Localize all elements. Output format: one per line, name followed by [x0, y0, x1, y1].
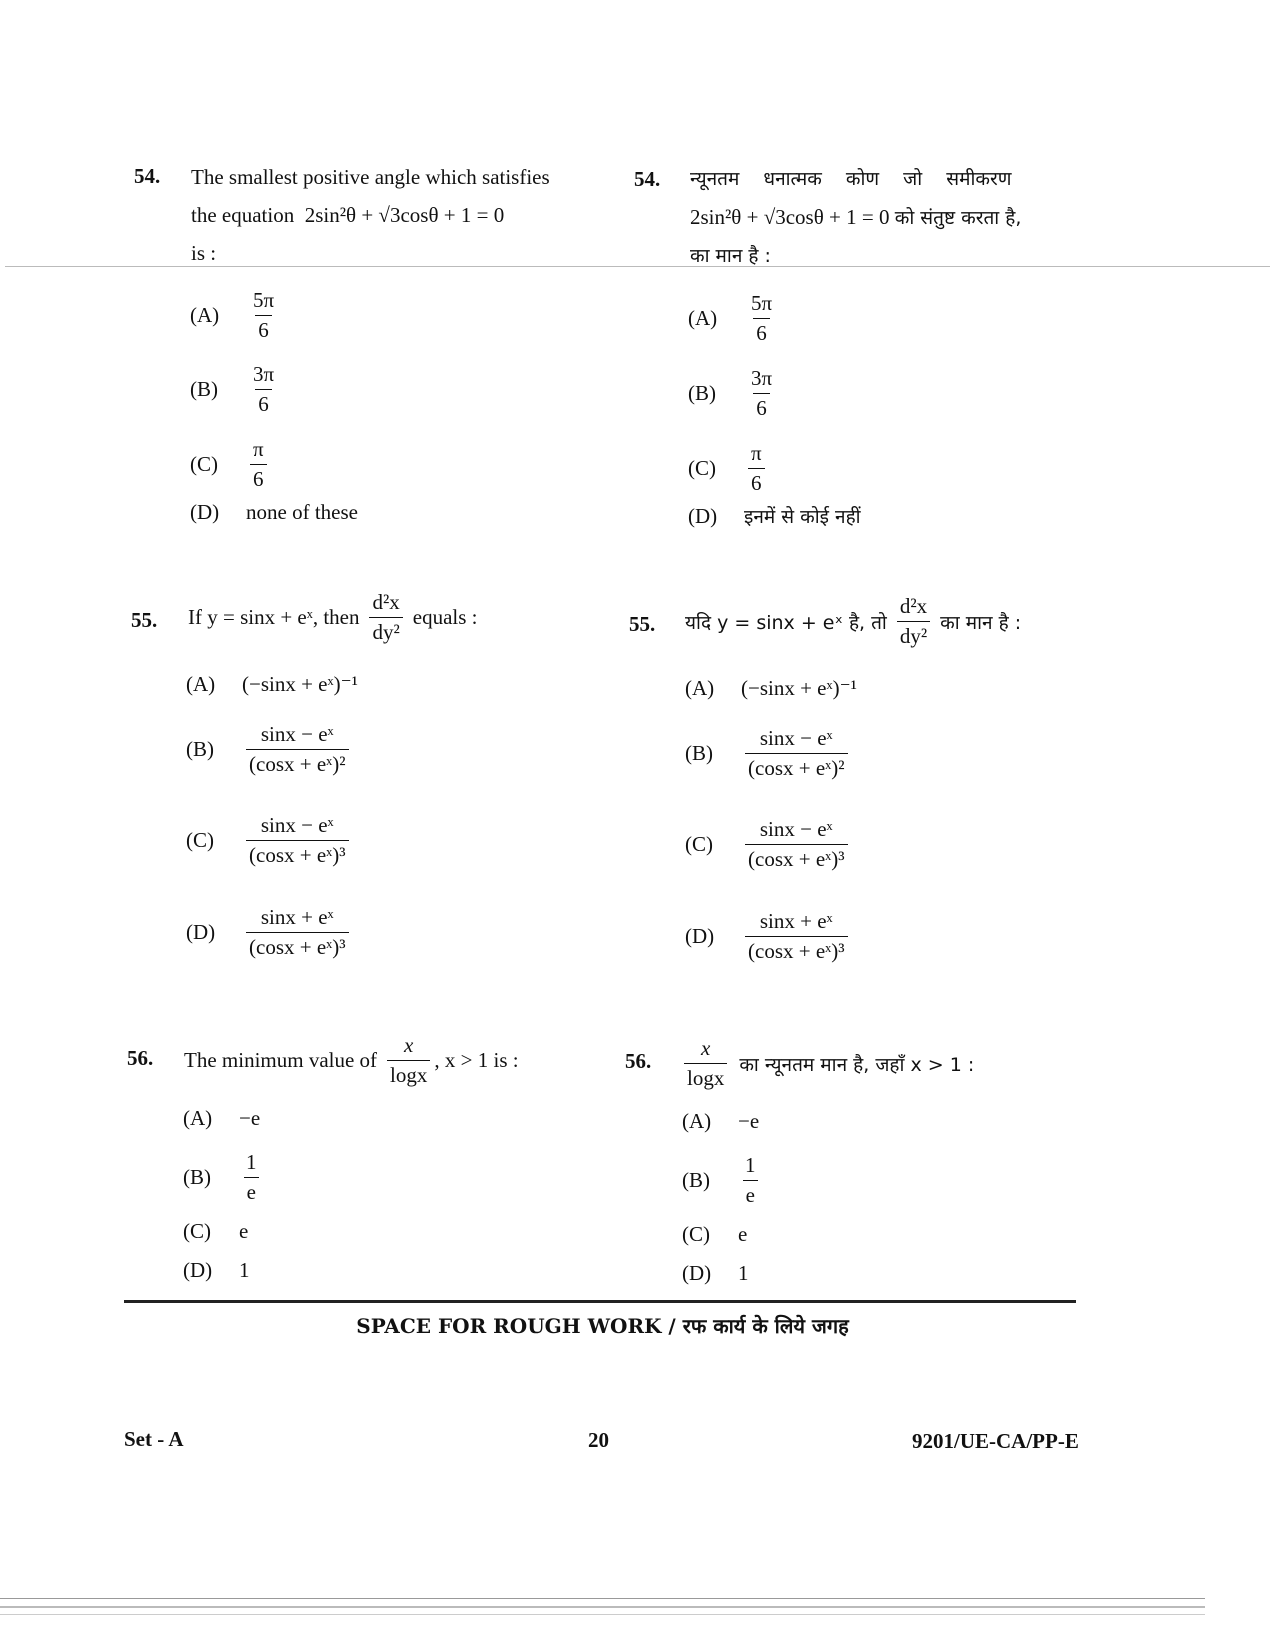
option-fraction [246, 722, 349, 777]
option-fraction [748, 441, 765, 496]
q56-hi-option-b[interactable] [682, 1153, 763, 1208]
frac-num: 5π [751, 291, 773, 315]
option-fraction [748, 366, 775, 421]
q56-hi-option-c[interactable] [682, 1222, 747, 1247]
q55-stem-hi [685, 594, 1021, 649]
q54-stem-hi [690, 160, 1130, 275]
q54-number-en: 54. [134, 164, 161, 188]
q54-stem-en-line2 [191, 196, 611, 234]
option-text: 1 [239, 1258, 250, 1282]
q55-stem-hi-suffix: का मान है : [940, 611, 1022, 634]
option-fraction [246, 813, 349, 868]
q54-equation-en: 2sin²θ + √3cosθ + 1 = 0 [304, 203, 505, 227]
q54-stem-hi-line3: का मान है : [690, 245, 771, 267]
option-text: −e [738, 1109, 760, 1133]
option-fraction [742, 1153, 759, 1208]
q56-en-option-a[interactable] [183, 1106, 260, 1131]
frac-num: 1 [246, 1150, 257, 1174]
q55-derivative [369, 590, 402, 645]
frac-den: 6 [255, 315, 272, 343]
frac-den: (cosx + eˣ)³ [745, 844, 848, 872]
option-label: (B) [682, 1168, 710, 1192]
frac-den: e [743, 1180, 758, 1208]
option-label: (A) [190, 303, 220, 327]
q54-stem-hi-line2 [690, 198, 1130, 237]
option-label: (A) [688, 306, 718, 330]
frac-den: 6 [753, 318, 770, 346]
q54-hi-option-c[interactable] [688, 441, 769, 496]
q56-number-en: 56. [127, 1046, 154, 1070]
frac-den: 6 [250, 464, 267, 492]
frac-num: π [253, 437, 264, 461]
q55-stem-en-prefix: If y = sinx + eˣ, then [188, 605, 360, 629]
frac-den: (cosx + eˣ)³ [745, 936, 848, 964]
option-text: इनमें से कोई नहीं [744, 506, 861, 528]
option-text: −e [239, 1106, 261, 1130]
option-label: (D) [688, 503, 718, 528]
option-label: (B) [688, 381, 716, 405]
q56-en-option-b[interactable] [183, 1150, 264, 1205]
option-fraction [745, 817, 848, 872]
option-label: (B) [183, 1165, 211, 1189]
frac-num: d²x [899, 594, 928, 618]
frac-num: sinx − eˣ [759, 817, 833, 841]
frac-den: (cosx + eˣ)³ [246, 840, 349, 868]
q56-number-hi: 56. [625, 1049, 652, 1073]
option-text: none of these [246, 500, 358, 524]
q55-stem-en [188, 590, 478, 645]
option-fraction [748, 291, 775, 346]
q54-en-option-a[interactable] [190, 288, 281, 343]
frac-den: 6 [255, 389, 272, 417]
option-fraction [250, 362, 277, 417]
option-text: 1 [738, 1261, 749, 1285]
option-label: (B) [186, 737, 214, 761]
q54-stem-hi-line2-suffix: को संतुष्ट करता है, [894, 207, 1022, 229]
footer-paper-code: 9201/UE-CA/PP-E [912, 1429, 1079, 1453]
option-fraction [250, 437, 267, 492]
frac-num: 5π [253, 288, 275, 312]
option-label: (A) [183, 1106, 213, 1130]
frac-num: sinx − eˣ [759, 726, 833, 750]
option-label: (B) [190, 377, 218, 401]
option-label: (A) [682, 1109, 712, 1133]
q54-stem-en-line3: is : [191, 241, 217, 265]
frac-num: 3π [751, 366, 773, 390]
q56-en-option-c[interactable] [183, 1219, 248, 1244]
q55-number-en: 55. [131, 608, 158, 632]
bottom-scan-line [0, 1606, 1205, 1608]
option-fraction [243, 1150, 260, 1205]
option-label: (B) [685, 741, 713, 765]
q55-stem-hi-prefix: यदि y = sinx + eˣ है, तो [685, 611, 887, 634]
frac-num: sinx − eˣ [260, 722, 334, 746]
q54-stem-en [191, 158, 611, 272]
q56-en-option-d[interactable] [183, 1258, 250, 1283]
frac-num: sinx − eˣ [260, 813, 334, 837]
option-label: (D) [685, 924, 715, 948]
q56-fraction [387, 1033, 430, 1088]
option-text: e [239, 1219, 249, 1243]
option-label: (D) [682, 1261, 712, 1285]
option-label: (C) [685, 832, 713, 856]
frac-den: dy² [369, 617, 402, 645]
frac-den: (cosx + eˣ)² [246, 749, 349, 777]
frac-den: 6 [753, 393, 770, 421]
frac-den: e [244, 1177, 259, 1205]
frac-den: dy² [897, 621, 930, 649]
q54-equation-hi: 2sin²θ + √3cosθ + 1 = 0 [690, 205, 890, 229]
q56-hi-option-a[interactable] [682, 1109, 759, 1134]
q55-en-option-a[interactable] [186, 672, 358, 697]
q54-number-hi: 54. [634, 167, 661, 191]
frac-num: 3π [253, 362, 275, 386]
q56-hi-option-d[interactable] [682, 1261, 749, 1286]
q54-hi-option-b[interactable] [688, 366, 779, 421]
footer-page-number: 20 [588, 1428, 609, 1452]
bottom-scan-line [0, 1614, 1205, 1615]
option-label: (A) [685, 676, 715, 700]
frac-den: (cosx + eˣ)³ [246, 932, 349, 960]
q56-stem-en-prefix: The minimum value of [184, 1048, 378, 1072]
option-label: (D) [186, 920, 216, 944]
q55-number-hi: 55. [629, 612, 656, 636]
option-label: (C) [682, 1222, 710, 1246]
q56-fraction-hi [684, 1036, 727, 1091]
q54-stem-en-line2-prefix: the equation [191, 203, 295, 227]
q55-stem-en-suffix: equals : [412, 605, 478, 629]
frac-num: π [751, 441, 762, 465]
option-fraction [745, 909, 848, 964]
q54-en-option-c[interactable] [190, 437, 271, 492]
q54-stem-en-line1: The smallest positive angle which satisfies [191, 165, 550, 189]
frac-num: sinx + eˣ [759, 909, 833, 933]
frac-den: (cosx + eˣ)² [745, 753, 848, 781]
q56-stem-hi [684, 1036, 974, 1091]
rough-work-label: SPACE FOR ROUGH WORK / रफ कार्य के लिये जगह [356, 1314, 849, 1338]
q56-stem-en-suffix: , x > 1 is : [434, 1048, 519, 1072]
q54-hi-option-d[interactable] [688, 503, 861, 529]
option-label: (C) [190, 452, 218, 476]
q55-hi-option-b[interactable] [685, 726, 852, 781]
frac-num: d²x [372, 590, 400, 614]
option-label: (C) [186, 828, 214, 852]
frac-den: logx [684, 1063, 727, 1091]
q54-en-option-b[interactable] [190, 362, 281, 417]
footer-set: Set - A [124, 1427, 184, 1451]
q54-stem-hi-line1: न्यूनतम धनात्मक कोण जो समीकरण [690, 168, 1012, 190]
q55-derivative-hi [897, 594, 930, 649]
frac-num: sinx + eˣ [260, 905, 334, 929]
q55-en-option-c[interactable] [186, 813, 353, 868]
frac-den: 6 [748, 468, 765, 496]
q55-hi-option-d[interactable] [685, 909, 852, 964]
option-label: (A) [186, 672, 216, 696]
frac-num: x [701, 1036, 711, 1060]
q55-en-option-d[interactable] [186, 905, 353, 960]
option-label: (D) [190, 500, 220, 524]
frac-num: 1 [745, 1153, 756, 1177]
q55-hi-option-a[interactable] [685, 676, 857, 701]
q54-hi-option-a[interactable] [688, 291, 779, 346]
q54-en-option-d[interactable] [190, 500, 358, 525]
option-fraction [246, 905, 349, 960]
q55-hi-option-c[interactable] [685, 817, 852, 872]
rough-work-rule [124, 1300, 1076, 1303]
frac-num: x [404, 1033, 414, 1057]
option-fraction [745, 726, 848, 781]
option-label: (C) [688, 456, 716, 480]
q56-stem-hi-suffix: का न्यूनतम मान है, जहाँ x > 1 : [739, 1053, 975, 1076]
option-label: (C) [183, 1219, 211, 1243]
option-text: e [738, 1222, 748, 1246]
option-text: (−sinx + eˣ)⁻¹ [741, 676, 857, 700]
option-fraction [250, 288, 277, 343]
option-label: (D) [183, 1258, 213, 1282]
q56-stem-en [184, 1033, 519, 1088]
bottom-scan-line [0, 1598, 1205, 1599]
q55-en-option-b[interactable] [186, 722, 353, 777]
frac-den: logx [387, 1060, 430, 1088]
option-text: (−sinx + eˣ)⁻¹ [242, 672, 358, 696]
